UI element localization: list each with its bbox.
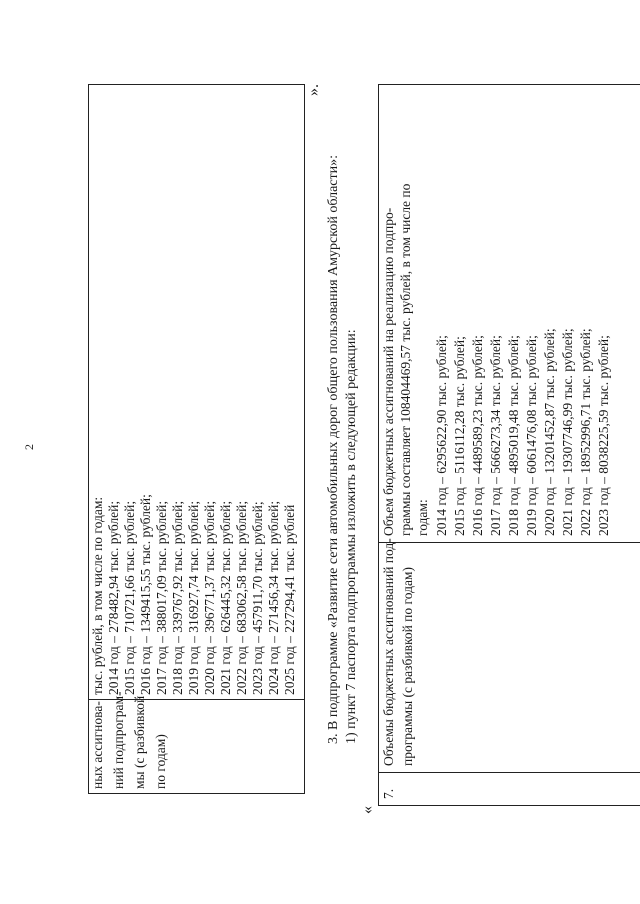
left-cell-line: ных ассигнова-	[90, 701, 105, 789]
funding-table-amended	[378, 84, 640, 806]
table-right-cell	[89, 85, 304, 700]
funding-table-continuation	[88, 84, 305, 794]
right-cell-line: 2023 год – 8038225,59 тыс. рублей;	[596, 335, 611, 536]
right-cell-line: 2020 год – 396771,37 тыс. рублей;	[202, 500, 217, 695]
opening-quote-mark: «	[359, 806, 376, 814]
table-left-cell	[379, 538, 640, 773]
right-cell-line: 2022 год – 18952996,71 тыс. рублей;	[578, 328, 593, 536]
right-cell-line: тыс. рублей, в том числе по годам:	[90, 496, 105, 695]
right-cell-line: 2019 год – 316927,74 тыс. рублей;	[186, 500, 201, 695]
right-cell-line: 2021 год – 626445,32 тыс. рублей;	[218, 500, 233, 695]
closing-quote-mark: ».	[305, 84, 322, 96]
right-cell-line: 2016 год – 1349415,55 тыс. рублей;	[138, 494, 153, 695]
left-cell-line: Объемы бюджетных ассигнований под-	[381, 538, 396, 766]
right-cell-line: 2017 год – 5666273,34 тыс. рублей;	[488, 335, 503, 536]
right-cell-line: 2021 год – 19307746,99 тыс. рублей;	[560, 328, 575, 536]
right-cell-line: 2015 год – 710721,66 тыс. рублей;	[122, 500, 137, 695]
table-right-cell	[379, 85, 640, 543]
table-left-cell	[89, 691, 304, 793]
right-cell-line: 2018 год – 339767,92 тыс. рублей;	[170, 500, 185, 695]
section-heading: 3. В подпрограмме «Развитие сети автомобильных дорог общего пользования Амурской области»:	[326, 154, 341, 744]
right-cell-line: 2014 год – 6295622,90 тыс. рублей;	[434, 335, 449, 536]
left-cell-line: ний подпрограм-	[111, 691, 126, 789]
right-cell-line: годам:	[415, 499, 430, 536]
right-cell-line: 2014 год – 278482,94 тыс. рублей;	[106, 500, 121, 695]
right-cell-line: граммы составляет 108404469,57 тыс. рублей, в том числе по	[398, 183, 413, 536]
left-cell-line: мы (с разбивкой	[132, 695, 147, 789]
right-cell-line: 2022 год – 683062,58 тыс. рублей;	[234, 500, 249, 695]
right-cell-line: 2015 год – 5116112,28 тыс. рублей;	[452, 336, 467, 536]
left-cell-line: по годам)	[153, 734, 168, 789]
page-number: 2	[22, 444, 36, 450]
right-cell-line: 2024 год – 271456,34 тыс. рублей;	[266, 500, 281, 695]
right-cell-line: 2019 год – 6061476,08 тыс. рублей;	[524, 335, 539, 536]
right-cell-line: 2016 год – 4489589,23 тыс. рублей;	[470, 335, 485, 536]
left-cell-line: программы (с разбивкой по годам)	[400, 567, 415, 766]
right-cell-line: 2025 год – 227294,41 тыс. рублей	[282, 504, 297, 695]
row-number-cell	[379, 773, 640, 805]
right-cell-line: Объем бюджетных ассигнований на реализацию подпро-	[381, 207, 396, 536]
right-cell-line: 2018 год – 4895019,48 тыс. рублей;	[506, 335, 521, 536]
section-item: 1) пункт 7 паспорта подпрограммы изложить в следующей редакции:	[344, 329, 359, 744]
right-cell-line: 2017 год – 388017,09 тыс. рублей;	[154, 500, 169, 695]
right-cell-line: 2020 год – 13201452,87 тыс. рублей;	[542, 328, 557, 536]
right-cell-line: 2023 год – 457911,70 тыс. рублей;	[250, 501, 265, 695]
row-number: 7.	[381, 788, 396, 799]
